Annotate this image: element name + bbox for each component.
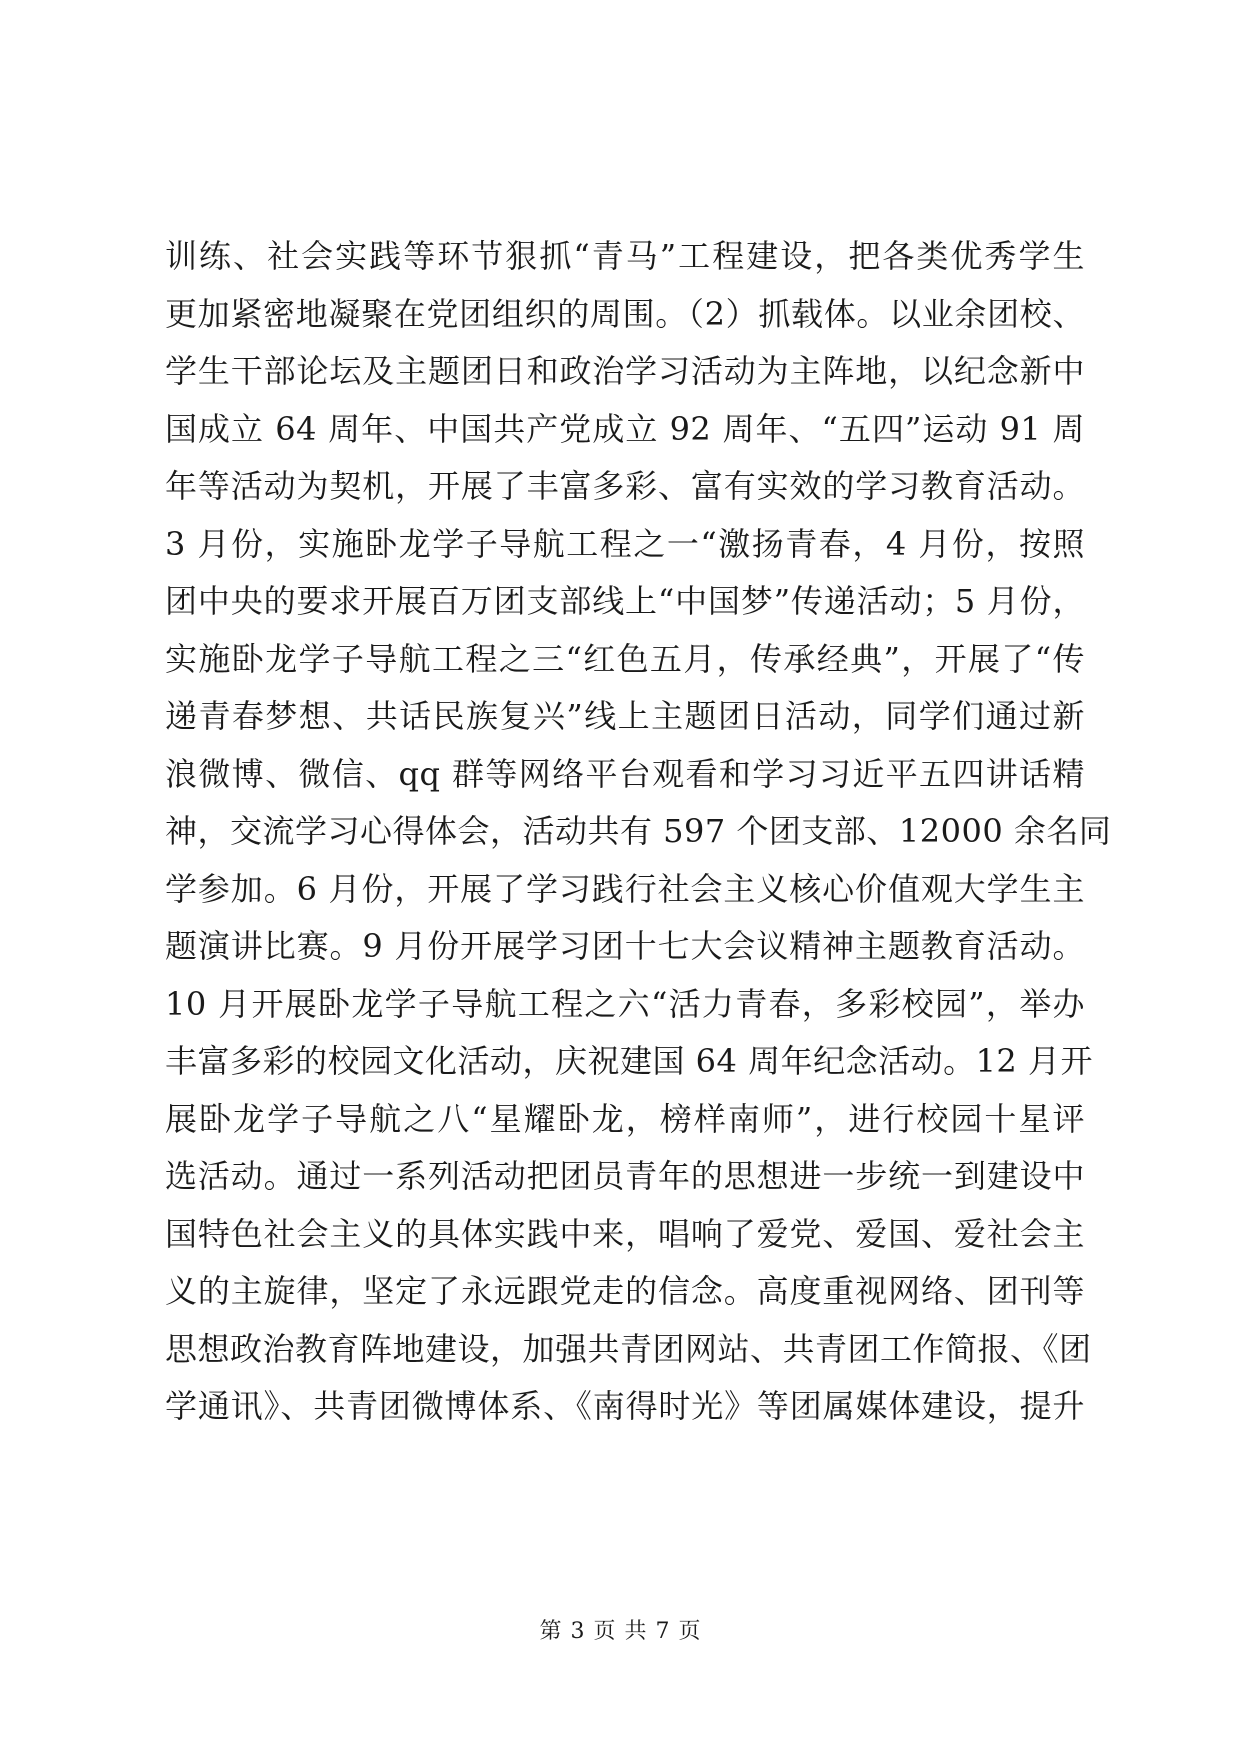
- text-line: 国特色社会主义的具体实践中来，唱响了爱党、爱国、爱社会主: [165, 1214, 1085, 1253]
- text-line: 展卧龙学子导航之八“星耀卧龙，榜样南师”，进行校园十星评: [165, 1099, 1085, 1138]
- text-line: 实施卧龙学子导航工程之三“红色五月，传承经典”，开展了“传: [165, 639, 1085, 678]
- text-line: 题演讲比赛。9 月份开展学习团十七大会议精神主题教育活动。: [165, 927, 1085, 965]
- text-line: 义的主旋律，坚定了永远跟党走的信念。高度重视网络、团刊等: [165, 1272, 1085, 1310]
- text-line: 学生干部论坛及主题团日和政治学习活动为主阵地，以纪念新中: [165, 352, 1085, 390]
- text-line: 团中央的要求开展百万团支部线上“中国梦”传递活动；5 月份，: [165, 582, 1085, 620]
- page-number-footer: 第 3 页 共 7 页: [539, 1619, 702, 1644]
- text-line: 3 月份，实施卧龙学子导航工程之一“激扬青春，4 月份，按照: [165, 524, 1085, 563]
- document-body: [165, 228, 1112, 1436]
- text-line: 更加紧密地凝聚在党团组织的周围。（2）抓载体。以业余团校、: [165, 294, 1085, 333]
- text-line: 丰富多彩的校园文化活动，庆祝建国 64 周年纪念活动。12 月开: [165, 1042, 1093, 1080]
- text-line: 国成立 64 周年、中国共产党成立 92 周年、“五四”运动 91 周: [165, 409, 1085, 448]
- text-line: 选活动。通过一系列活动把团员青年的思想进一步统一到建设中: [165, 1157, 1085, 1195]
- text-line: 年等活动为契机，开展了丰富多彩、富有实效的学习教育活动。: [165, 467, 1085, 505]
- text-line: 训练、社会实践等环节狠抓“青马”工程建设，把各类优秀学生: [165, 237, 1085, 275]
- text-line: 递青春梦想、共话民族复兴”线上主题团日活动，同学们通过新: [165, 697, 1085, 735]
- text-line: 10 月开展卧龙学子导航工程之六“活力青春，多彩校园”，举办: [165, 984, 1085, 1023]
- text-line: 学通讯》、共青团微博体系、《南得时光》等团属媒体建设，提升: [165, 1387, 1085, 1425]
- text-line: 思想政治教育阵地建设，加强共青团网站、共青团工作简报、《团: [165, 1329, 1092, 1368]
- text-line: 浪微博、微信、qq 群等网络平台观看和学习习近平五四讲话精: [165, 754, 1085, 793]
- text-line: 神，交流学习心得体会，活动共有 597 个团支部、12000 余名同: [165, 812, 1112, 850]
- text-line: 学参加。6 月份，开展了学习践行社会主义核心价值观大学生主: [165, 869, 1085, 908]
